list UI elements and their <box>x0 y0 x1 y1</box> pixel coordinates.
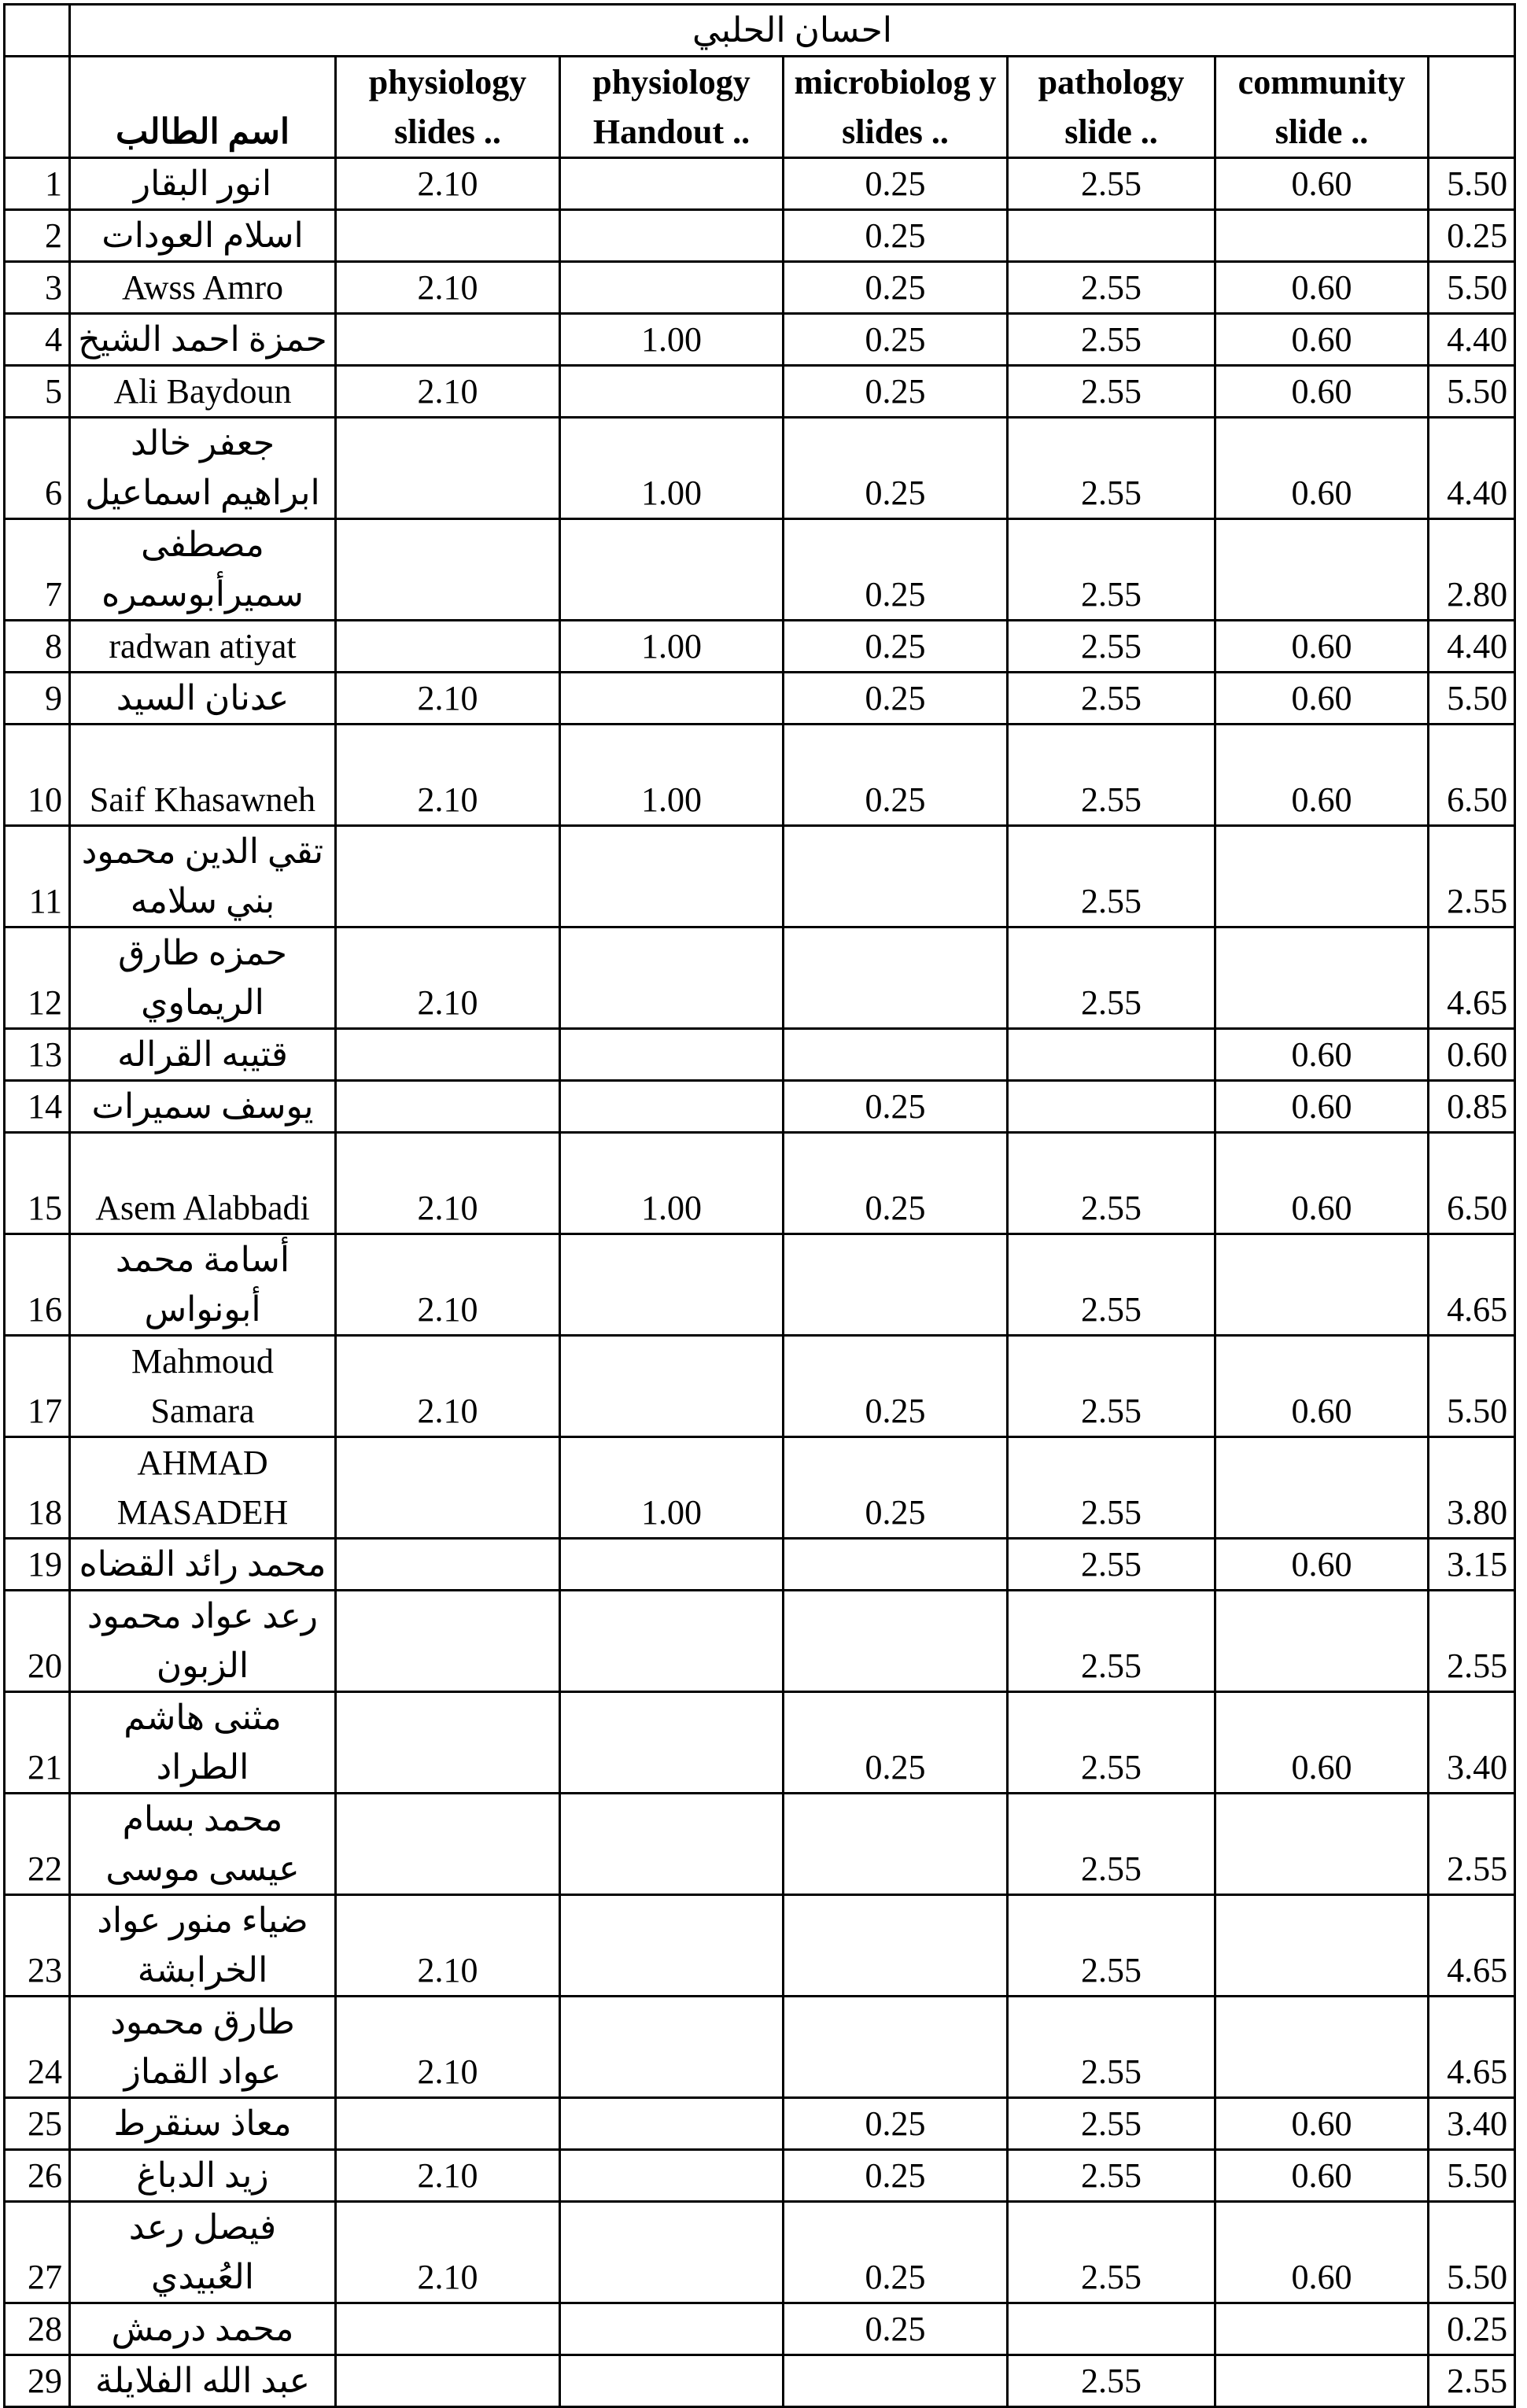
microbiology-slides-cell[interactable]: 0.25 <box>784 314 1008 366</box>
table-row <box>5 1336 1515 1437</box>
physiology-handout-cell[interactable]: 1.00 <box>560 725 784 826</box>
corner-cell[interactable] <box>5 5 70 57</box>
table-row <box>5 1539 1515 1591</box>
microbiology-slides-cell[interactable]: 0.25 <box>784 519 1008 621</box>
row-number-cell[interactable]: 23 <box>5 1895 70 1997</box>
community-slide-cell[interactable] <box>1215 1895 1429 1997</box>
total-cell[interactable]: 4.40 <box>1429 314 1515 366</box>
community-slide-cell[interactable]: 0.60 <box>1215 1692 1429 1794</box>
physiology-handout-cell[interactable] <box>560 1692 784 1794</box>
table-row <box>5 1234 1515 1336</box>
row-number-cell[interactable]: 15 <box>5 1133 70 1234</box>
microbiology-slides-cell[interactable] <box>784 1539 1008 1591</box>
physiology-slides-cell[interactable]: 2.10 <box>336 1895 560 1997</box>
pathology-slide-cell[interactable] <box>1008 210 1215 262</box>
physiology-handout-cell[interactable] <box>560 519 784 621</box>
total-cell[interactable]: 3.40 <box>1429 2098 1515 2150</box>
table-row <box>5 262 1515 314</box>
student-name-cell[interactable]: ضياء منور عواد الخرابشة <box>70 1895 336 1997</box>
physiology-handout-cell[interactable]: 1.00 <box>560 621 784 673</box>
microbiology-slides-cell[interactable]: 0.25 <box>784 1133 1008 1234</box>
physiology-handout-cell[interactable] <box>560 366 784 418</box>
student-name-cell[interactable]: انور البقار <box>70 158 336 210</box>
total-cell[interactable]: 3.40 <box>1429 1692 1515 1794</box>
table-row <box>5 1895 1515 1997</box>
table-row <box>5 1081 1515 1133</box>
header-physiology-handout[interactable]: physiology Handout .. <box>560 57 784 158</box>
pathology-slide-cell[interactable]: 2.55 <box>1008 1234 1215 1336</box>
total-cell[interactable]: 4.40 <box>1429 621 1515 673</box>
total-cell[interactable]: 3.15 <box>1429 1539 1515 1591</box>
student-name-cell[interactable]: حمزة احمد الشيخ <box>70 314 336 366</box>
physiology-slides-cell[interactable] <box>336 2098 560 2150</box>
student-name-cell[interactable]: رعد عواد محمود الزبون <box>70 1591 336 1692</box>
physiology-handout-cell[interactable] <box>560 1029 784 1081</box>
table-row <box>5 1133 1515 1234</box>
row-number-cell[interactable]: 26 <box>5 2150 70 2202</box>
table-row <box>5 1029 1515 1081</box>
total-cell[interactable]: 5.50 <box>1429 2150 1515 2202</box>
community-slide-cell[interactable]: 0.60 <box>1215 673 1429 725</box>
row-number-cell[interactable]: 13 <box>5 1029 70 1081</box>
row-number-cell[interactable]: 8 <box>5 621 70 673</box>
row-number-cell[interactable]: 1 <box>5 158 70 210</box>
header-total[interactable] <box>1429 57 1515 158</box>
physiology-slides-cell[interactable] <box>336 314 560 366</box>
physiology-handout-cell[interactable] <box>560 1234 784 1336</box>
microbiology-slides-cell[interactable] <box>784 1591 1008 1692</box>
pathology-slide-cell[interactable] <box>1008 1029 1215 1081</box>
total-cell[interactable]: 3.80 <box>1429 1437 1515 1539</box>
physiology-handout-cell[interactable] <box>560 158 784 210</box>
table-row <box>5 418 1515 519</box>
community-slide-cell[interactable]: 0.60 <box>1215 314 1429 366</box>
community-slide-cell[interactable]: 0.60 <box>1215 366 1429 418</box>
pathology-slide-cell[interactable]: 2.55 <box>1008 826 1215 927</box>
student-name-cell[interactable]: محمد بسام عيسى موسى <box>70 1794 336 1895</box>
physiology-slides-cell[interactable] <box>336 2355 560 2407</box>
total-cell[interactable]: 4.65 <box>1429 927 1515 1029</box>
table-row <box>5 210 1515 262</box>
row-number-cell[interactable]: 22 <box>5 1794 70 1895</box>
row-number-cell[interactable]: 18 <box>5 1437 70 1539</box>
physiology-handout-cell[interactable] <box>560 1591 784 1692</box>
physiology-slides-cell[interactable] <box>336 519 560 621</box>
pathology-slide-cell[interactable]: 2.55 <box>1008 1336 1215 1437</box>
physiology-slides-cell[interactable]: 2.10 <box>336 1997 560 2098</box>
physiology-handout-cell[interactable] <box>560 2150 784 2202</box>
physiology-handout-cell[interactable] <box>560 1539 784 1591</box>
physiology-slides-cell[interactable]: 2.10 <box>336 725 560 826</box>
row-number-cell[interactable]: 14 <box>5 1081 70 1133</box>
physiology-handout-cell[interactable]: 1.00 <box>560 1133 784 1234</box>
community-slide-cell[interactable]: 0.60 <box>1215 1029 1429 1081</box>
physiology-slides-cell[interactable] <box>336 1437 560 1539</box>
physiology-slides-cell[interactable]: 2.10 <box>336 1133 560 1234</box>
row-number-cell[interactable]: 3 <box>5 262 70 314</box>
student-name-cell[interactable]: فيصل رعد العُبيدي <box>70 2202 336 2303</box>
table-row <box>5 1997 1515 2098</box>
physiology-slides-cell[interactable] <box>336 1794 560 1895</box>
table-row <box>5 366 1515 418</box>
student-name-cell[interactable]: محمد رائد القضاه <box>70 1539 336 1591</box>
community-slide-cell[interactable]: 0.60 <box>1215 2098 1429 2150</box>
total-cell[interactable]: 0.60 <box>1429 1029 1515 1081</box>
student-name-cell[interactable]: مثنى هاشم الطراد <box>70 1692 336 1794</box>
community-slide-cell[interactable]: 0.60 <box>1215 418 1429 519</box>
microbiology-slides-cell[interactable]: 0.25 <box>784 418 1008 519</box>
table-row <box>5 2355 1515 2407</box>
microbiology-slides-cell[interactable]: 0.25 <box>784 366 1008 418</box>
pathology-slide-cell[interactable]: 2.55 <box>1008 366 1215 418</box>
pathology-slide-cell[interactable]: 2.55 <box>1008 314 1215 366</box>
microbiology-slides-cell[interactable] <box>784 826 1008 927</box>
pathology-slide-cell[interactable] <box>1008 2303 1215 2355</box>
community-slide-cell[interactable]: 0.60 <box>1215 158 1429 210</box>
row-number-cell[interactable]: 11 <box>5 826 70 927</box>
physiology-slides-cell[interactable]: 2.10 <box>336 366 560 418</box>
physiology-slides-cell[interactable] <box>336 621 560 673</box>
student-name-cell[interactable]: AHMAD MASADEH <box>70 1437 336 1539</box>
table-row <box>5 519 1515 621</box>
header-row <box>5 57 1515 158</box>
microbiology-slides-cell[interactable]: 0.25 <box>784 2303 1008 2355</box>
microbiology-slides-cell[interactable]: 0.25 <box>784 158 1008 210</box>
pathology-slide-cell[interactable]: 2.55 <box>1008 1437 1215 1539</box>
grades-table <box>3 3 1516 2408</box>
physiology-handout-cell[interactable] <box>560 2202 784 2303</box>
microbiology-slides-cell[interactable] <box>784 1029 1008 1081</box>
physiology-slides-cell[interactable]: 2.10 <box>336 158 560 210</box>
total-cell[interactable]: 5.50 <box>1429 673 1515 725</box>
student-name-cell[interactable]: زيد الدباغ <box>70 2150 336 2202</box>
total-cell[interactable]: 6.50 <box>1429 1133 1515 1234</box>
total-cell[interactable]: 0.25 <box>1429 210 1515 262</box>
pathology-slide-cell[interactable] <box>1008 1081 1215 1133</box>
student-name-cell[interactable]: جعفر خالد ابراهيم اسماعيل <box>70 418 336 519</box>
community-slide-cell[interactable] <box>1215 826 1429 927</box>
pathology-slide-cell[interactable]: 2.55 <box>1008 2098 1215 2150</box>
community-slide-cell[interactable] <box>1215 210 1429 262</box>
physiology-slides-cell[interactable]: 2.10 <box>336 1234 560 1336</box>
table-row <box>5 2202 1515 2303</box>
community-slide-cell[interactable]: 0.60 <box>1215 2150 1429 2202</box>
table-title[interactable]: احسان الحلبي <box>70 5 1515 57</box>
physiology-slides-cell[interactable] <box>336 1081 560 1133</box>
microbiology-slides-cell[interactable] <box>784 1794 1008 1895</box>
pathology-slide-cell[interactable]: 2.55 <box>1008 673 1215 725</box>
pathology-slide-cell[interactable]: 2.55 <box>1008 262 1215 314</box>
pathology-slide-cell[interactable]: 2.55 <box>1008 725 1215 826</box>
total-cell[interactable]: 4.65 <box>1429 1234 1515 1336</box>
physiology-slides-cell[interactable]: 2.10 <box>336 1336 560 1437</box>
student-name-cell[interactable]: مصطفى سميرأبوسمره <box>70 519 336 621</box>
community-slide-cell[interactable]: 0.60 <box>1215 621 1429 673</box>
header-number[interactable] <box>5 57 70 158</box>
microbiology-slides-cell[interactable]: 0.25 <box>784 2202 1008 2303</box>
physiology-handout-cell[interactable] <box>560 826 784 927</box>
row-number-cell[interactable]: 16 <box>5 1234 70 1336</box>
total-cell[interactable]: 5.50 <box>1429 366 1515 418</box>
header-microbiology-slides[interactable]: microbiolog y slides .. <box>784 57 1008 158</box>
pathology-slide-cell[interactable]: 2.55 <box>1008 1133 1215 1234</box>
total-cell[interactable]: 5.50 <box>1429 262 1515 314</box>
microbiology-slides-cell[interactable] <box>784 1997 1008 2098</box>
table-row <box>5 927 1515 1029</box>
total-cell[interactable]: 5.50 <box>1429 158 1515 210</box>
row-number-cell[interactable]: 12 <box>5 927 70 1029</box>
community-slide-cell[interactable] <box>1215 1997 1429 2098</box>
physiology-slides-cell[interactable] <box>336 1539 560 1591</box>
community-slide-cell[interactable] <box>1215 1437 1429 1539</box>
table-row <box>5 621 1515 673</box>
physiology-slides-cell[interactable]: 2.10 <box>336 2150 560 2202</box>
physiology-handout-cell[interactable] <box>560 210 784 262</box>
community-slide-cell[interactable] <box>1215 1234 1429 1336</box>
physiology-handout-cell[interactable] <box>560 1794 784 1895</box>
community-slide-cell[interactable] <box>1215 1794 1429 1895</box>
table-row <box>5 2150 1515 2202</box>
total-cell[interactable]: 0.85 <box>1429 1081 1515 1133</box>
community-slide-cell[interactable] <box>1215 1591 1429 1692</box>
pathology-slide-cell[interactable]: 2.55 <box>1008 927 1215 1029</box>
student-name-cell[interactable]: طارق محمود عواد القماز <box>70 1997 336 2098</box>
table-row <box>5 1692 1515 1794</box>
header-pathology-slide[interactable]: pathology slide .. <box>1008 57 1215 158</box>
row-number-cell[interactable]: 6 <box>5 418 70 519</box>
student-name-cell[interactable]: معاذ سنقرط <box>70 2098 336 2150</box>
community-slide-cell[interactable] <box>1215 927 1429 1029</box>
total-cell[interactable]: 0.25 <box>1429 2303 1515 2355</box>
student-name-cell[interactable]: Awss Amro <box>70 262 336 314</box>
row-number-cell[interactable]: 19 <box>5 1539 70 1591</box>
row-number-cell[interactable]: 24 <box>5 1997 70 2098</box>
community-slide-cell[interactable]: 0.60 <box>1215 1133 1429 1234</box>
total-cell[interactable]: 4.65 <box>1429 1997 1515 2098</box>
table-row <box>5 2098 1515 2150</box>
total-cell[interactable]: 2.55 <box>1429 2355 1515 2407</box>
microbiology-slides-cell[interactable]: 0.25 <box>784 1081 1008 1133</box>
row-number-cell[interactable]: 25 <box>5 2098 70 2150</box>
student-name-cell[interactable]: يوسف سميرات <box>70 1081 336 1133</box>
row-number-cell[interactable]: 9 <box>5 673 70 725</box>
physiology-slides-cell[interactable] <box>336 210 560 262</box>
student-name-cell[interactable]: Asem Alabbadi <box>70 1133 336 1234</box>
pathology-slide-cell[interactable]: 2.55 <box>1008 1794 1215 1895</box>
table-row <box>5 725 1515 826</box>
microbiology-slides-cell[interactable] <box>784 927 1008 1029</box>
physiology-slides-cell[interactable] <box>336 2303 560 2355</box>
header-community-slide[interactable]: community slide .. <box>1215 57 1429 158</box>
physiology-handout-cell[interactable] <box>560 2355 784 2407</box>
table-row <box>5 158 1515 210</box>
physiology-slides-cell[interactable] <box>336 1591 560 1692</box>
student-name-cell[interactable]: أسامة محمد أبونواس <box>70 1234 336 1336</box>
community-slide-cell[interactable]: 0.60 <box>1215 1081 1429 1133</box>
microbiology-slides-cell[interactable]: 0.25 <box>784 2098 1008 2150</box>
microbiology-slides-cell[interactable] <box>784 2355 1008 2407</box>
community-slide-cell[interactable]: 0.60 <box>1215 262 1429 314</box>
title-row <box>5 5 1515 57</box>
pathology-slide-cell[interactable]: 2.55 <box>1008 418 1215 519</box>
table-row <box>5 2303 1515 2355</box>
student-name-cell[interactable]: حمزه طارق الريماوي <box>70 927 336 1029</box>
total-cell[interactable]: 4.40 <box>1429 418 1515 519</box>
row-number-cell[interactable]: 29 <box>5 2355 70 2407</box>
total-cell[interactable]: 5.50 <box>1429 1336 1515 1437</box>
table-row <box>5 1437 1515 1539</box>
microbiology-slides-cell[interactable]: 0.25 <box>784 2150 1008 2202</box>
total-cell[interactable]: 2.55 <box>1429 1794 1515 1895</box>
physiology-handout-cell[interactable] <box>560 927 784 1029</box>
pathology-slide-cell[interactable]: 2.55 <box>1008 621 1215 673</box>
student-name-cell[interactable]: عبد الله الفلايلة <box>70 2355 336 2407</box>
physiology-slides-cell[interactable]: 2.10 <box>336 2202 560 2303</box>
physiology-handout-cell[interactable]: 1.00 <box>560 1437 784 1539</box>
pathology-slide-cell[interactable]: 2.55 <box>1008 1895 1215 1997</box>
physiology-handout-cell[interactable]: 1.00 <box>560 418 784 519</box>
student-name-cell[interactable]: Saif Khasawneh <box>70 725 336 826</box>
total-cell[interactable]: 5.50 <box>1429 2202 1515 2303</box>
pathology-slide-cell[interactable]: 2.55 <box>1008 1692 1215 1794</box>
student-name-cell[interactable]: تقي الدين محمود بني سلامه <box>70 826 336 927</box>
header-student-name[interactable]: اسم الطالب <box>70 57 336 158</box>
pathology-slide-cell[interactable]: 2.55 <box>1008 2150 1215 2202</box>
row-number-cell[interactable]: 17 <box>5 1336 70 1437</box>
physiology-handout-cell[interactable] <box>560 1336 784 1437</box>
microbiology-slides-cell[interactable]: 0.25 <box>784 1692 1008 1794</box>
community-slide-cell[interactable]: 0.60 <box>1215 2202 1429 2303</box>
table-row <box>5 1591 1515 1692</box>
row-number-cell[interactable]: 5 <box>5 366 70 418</box>
microbiology-slides-cell[interactable]: 0.25 <box>784 262 1008 314</box>
pathology-slide-cell[interactable]: 2.55 <box>1008 1997 1215 2098</box>
physiology-handout-cell[interactable] <box>560 1081 784 1133</box>
row-number-cell[interactable]: 27 <box>5 2202 70 2303</box>
student-name-cell[interactable]: محمد درمش <box>70 2303 336 2355</box>
total-cell[interactable]: 6.50 <box>1429 725 1515 826</box>
row-number-cell[interactable]: 28 <box>5 2303 70 2355</box>
microbiology-slides-cell[interactable] <box>784 1895 1008 1997</box>
pathology-slide-cell[interactable]: 2.55 <box>1008 2202 1215 2303</box>
physiology-handout-cell[interactable] <box>560 1997 784 2098</box>
pathology-slide-cell[interactable]: 2.55 <box>1008 158 1215 210</box>
table-row <box>5 673 1515 725</box>
physiology-handout-cell[interactable] <box>560 262 784 314</box>
community-slide-cell[interactable] <box>1215 2355 1429 2407</box>
header-physiology-slides[interactable]: physiology slides .. <box>336 57 560 158</box>
microbiology-slides-cell[interactable]: 0.25 <box>784 210 1008 262</box>
row-number-cell[interactable]: 7 <box>5 519 70 621</box>
pathology-slide-cell[interactable]: 2.55 <box>1008 1591 1215 1692</box>
student-name-cell[interactable]: Mahmoud Samara <box>70 1336 336 1437</box>
microbiology-slides-cell[interactable]: 0.25 <box>784 725 1008 826</box>
microbiology-slides-cell[interactable]: 0.25 <box>784 1336 1008 1437</box>
row-number-cell[interactable]: 2 <box>5 210 70 262</box>
student-name-cell[interactable]: قتيبه القراله <box>70 1029 336 1081</box>
community-slide-cell[interactable]: 0.60 <box>1215 725 1429 826</box>
physiology-handout-cell[interactable] <box>560 2303 784 2355</box>
pathology-slide-cell[interactable]: 2.55 <box>1008 1539 1215 1591</box>
community-slide-cell[interactable] <box>1215 2303 1429 2355</box>
row-number-cell[interactable]: 4 <box>5 314 70 366</box>
physiology-handout-cell[interactable]: 1.00 <box>560 314 784 366</box>
physiology-slides-cell[interactable] <box>336 1692 560 1794</box>
physiology-slides-cell[interactable] <box>336 418 560 519</box>
table-row <box>5 826 1515 927</box>
student-name-cell[interactable]: radwan atiyat <box>70 621 336 673</box>
physiology-handout-cell[interactable] <box>560 2098 784 2150</box>
microbiology-slides-cell[interactable] <box>784 1234 1008 1336</box>
community-slide-cell[interactable] <box>1215 519 1429 621</box>
table-row <box>5 314 1515 366</box>
pathology-slide-cell[interactable]: 2.55 <box>1008 519 1215 621</box>
total-cell[interactable]: 4.65 <box>1429 1895 1515 1997</box>
row-number-cell[interactable]: 21 <box>5 1692 70 1794</box>
physiology-slides-cell[interactable]: 2.10 <box>336 262 560 314</box>
physiology-slides-cell[interactable]: 2.10 <box>336 673 560 725</box>
physiology-slides-cell[interactable]: 2.10 <box>336 927 560 1029</box>
student-name-cell[interactable]: عدنان السيد <box>70 673 336 725</box>
total-cell[interactable]: 2.55 <box>1429 1591 1515 1692</box>
pathology-slide-cell[interactable]: 2.55 <box>1008 2355 1215 2407</box>
physiology-slides-cell[interactable] <box>336 826 560 927</box>
student-name-cell[interactable]: Ali Baydoun <box>70 366 336 418</box>
community-slide-cell[interactable]: 0.60 <box>1215 1336 1429 1437</box>
table-row <box>5 1794 1515 1895</box>
physiology-handout-cell[interactable] <box>560 1895 784 1997</box>
microbiology-slides-cell[interactable]: 0.25 <box>784 1437 1008 1539</box>
total-cell[interactable]: 2.55 <box>1429 826 1515 927</box>
microbiology-slides-cell[interactable]: 0.25 <box>784 621 1008 673</box>
student-name-cell[interactable]: اسلام العودات <box>70 210 336 262</box>
physiology-handout-cell[interactable] <box>560 673 784 725</box>
row-number-cell[interactable]: 10 <box>5 725 70 826</box>
microbiology-slides-cell[interactable]: 0.25 <box>784 673 1008 725</box>
total-cell[interactable]: 2.80 <box>1429 519 1515 621</box>
row-number-cell[interactable]: 20 <box>5 1591 70 1692</box>
community-slide-cell[interactable]: 0.60 <box>1215 1539 1429 1591</box>
physiology-slides-cell[interactable] <box>336 1029 560 1081</box>
